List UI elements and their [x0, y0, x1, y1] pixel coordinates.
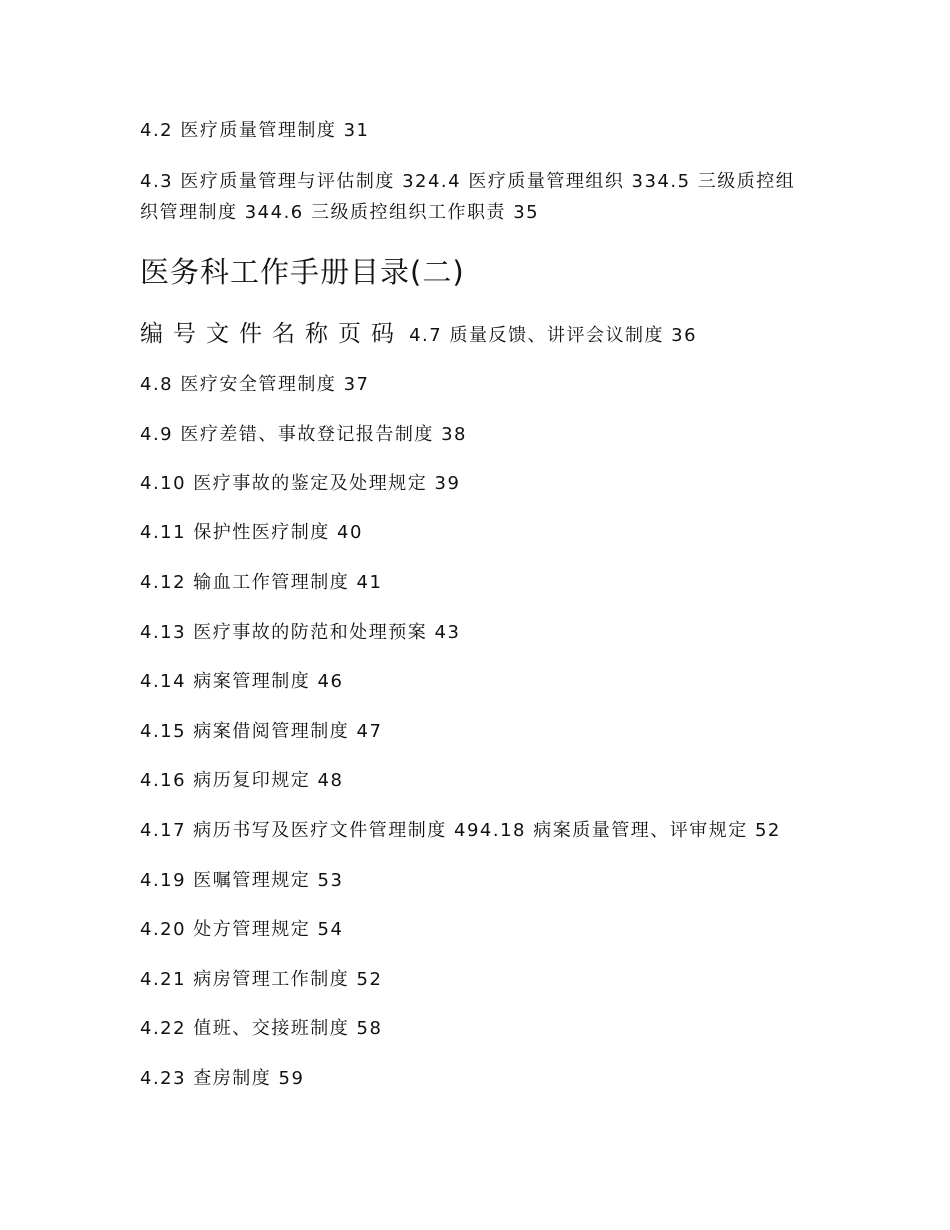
toc-entry: 4.8 医疗安全管理制度 37: [140, 374, 370, 395]
toc-entry: 4.16 病历复印规定 48: [140, 770, 344, 791]
toc-entry-4-2: 4.2 医疗质量管理制度 31: [140, 120, 370, 141]
toc-entry: 4.22 值班、交接班制度 58: [140, 1018, 383, 1039]
document-heading: 医务科工作手册目录(二): [140, 255, 465, 289]
toc-entry: 4.15 病案借阅管理制度 47: [140, 721, 383, 742]
column-header-row: [140, 319, 697, 351]
toc-entry-4-7: 4.7 质量反馈、讲评会议制度 36: [409, 325, 698, 346]
toc-entry: 4.17 病历书写及医疗文件管理制度 494.18 病案质量管理、评审规定 52: [140, 820, 781, 841]
toc-entry: 4.11 保护性医疗制度 40: [140, 522, 363, 543]
toc-entry: 4.21 病房管理工作制度 52: [140, 969, 383, 990]
toc-entry: 4.10 医疗事故的鉴定及处理规定 39: [140, 473, 461, 494]
toc-entry: 4.19 医嘱管理规定 53: [140, 870, 344, 891]
toc-entry: 4.12 输血工作管理制度 41: [140, 572, 383, 593]
toc-entry: 4.13 医疗事故的防范和处理预案 43: [140, 622, 461, 643]
toc-entry-4-3-to-4-6: 4.3 医疗质量管理与评估制度 324.4 医疗质量管理组织 334.5 三级质控组织管理制度 344.6 三级质控组织工作职责 35: [140, 171, 796, 223]
toc-entry: 4.20 处方管理规定 54: [140, 919, 344, 940]
toc-entry: 4.14 病案管理制度 46: [140, 671, 344, 692]
toc-entry: 4.9 医疗差错、事故登记报告制度 38: [140, 424, 467, 445]
column-header-labels: 编号文件名称页码: [140, 321, 404, 347]
toc-entry: 4.23 查房制度 59: [140, 1068, 305, 1089]
